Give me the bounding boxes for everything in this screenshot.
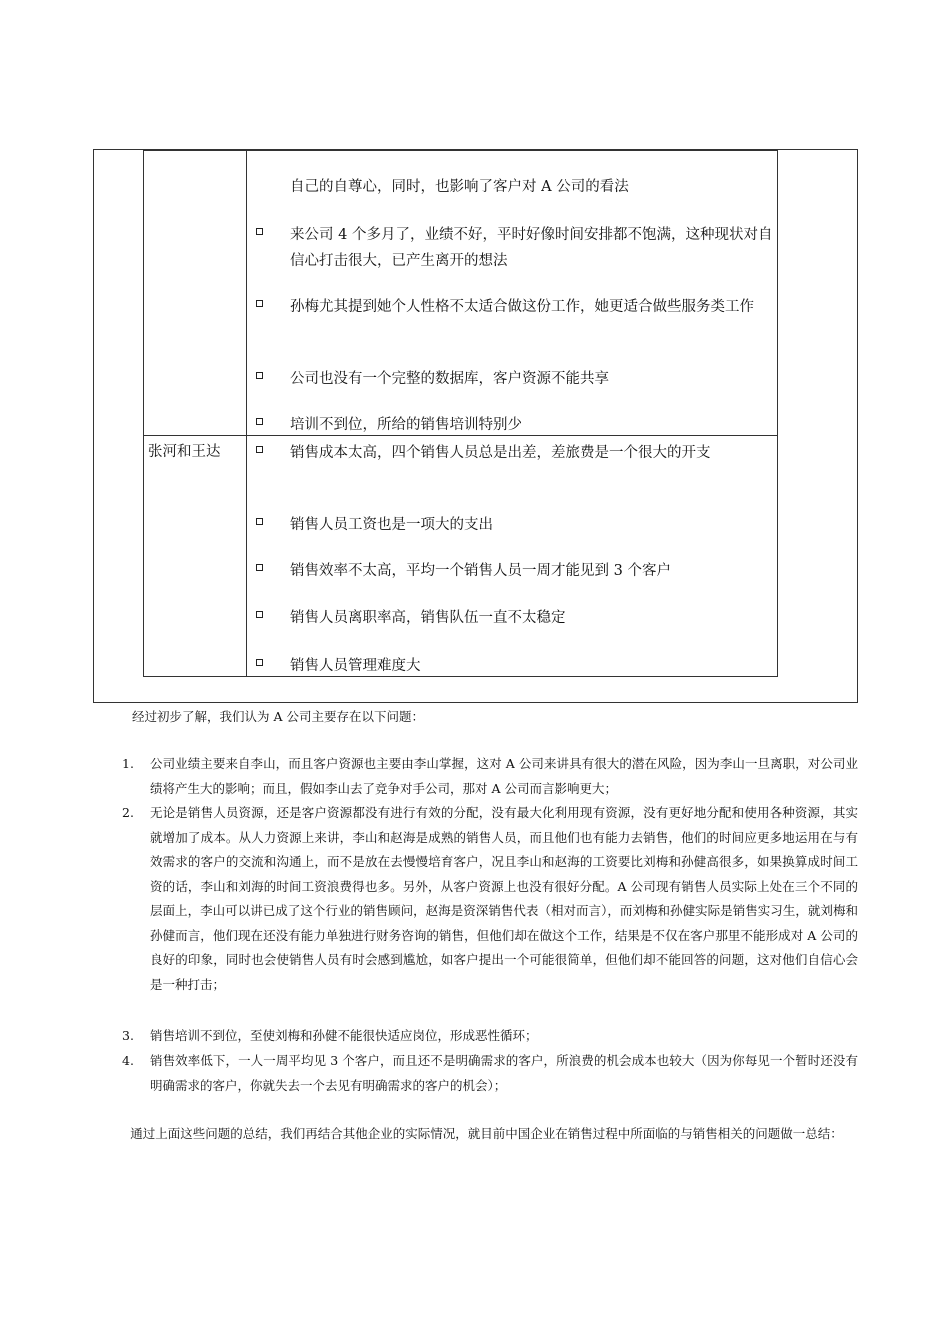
- person-name-cell: 张河和王达: [148, 444, 221, 460]
- bullet-text: 孙梅尤其提到她个人性格不太适合做这份工作，她更适合做些服务类工作: [290, 299, 754, 315]
- bullet-text: 销售效率不太高，平均一个销售人员一周才能见到 3 个客户: [290, 563, 671, 579]
- intro-paragraph: 经过初步了解，我们认为 A 公司主要存在以下问题：: [132, 709, 424, 724]
- list-text: 公司业绩主要来自李山，而且客户资源也主要由李山掌握，这对 A 公司来讲具有很大的潜在风险，因为李山一旦离职，对公司业绩将产生大的影响；而且，假如李山去了竞争对手公司，那对 A 公司而言影响更大；: [150, 756, 858, 796]
- bullet-text: 销售人员管理难度大: [290, 658, 421, 674]
- list-text: 销售效率低下，一人一周平均见 3 个客户，而且还不是明确需求的客户，所浪费的机会成本也较大（因为你每见一个暂时还没有明确需求的客户，你就失去一个去见有明确需求的客户的机会）；: [150, 1053, 858, 1093]
- checkbox-bullet-icon: [256, 518, 263, 525]
- checkbox-bullet-icon: [256, 446, 263, 453]
- checkbox-bullet-icon: [256, 372, 263, 379]
- bullet-text: 销售人员工资也是一项大的支出: [290, 517, 493, 533]
- list-number: 3.: [122, 1028, 134, 1043]
- list-text: 销售培训不到位，至使刘梅和孙健不能很快适应岗位，形成恶性循环；: [150, 1028, 538, 1043]
- checkbox-bullet-icon: [256, 418, 263, 425]
- closing-paragraph: 通过上面这些问题的总结，我们再结合其他企业的实际情况，就目前中国企业在销售过程中所面临的与销售相关的问题做一总结：: [130, 1126, 843, 1141]
- checkbox-bullet-icon: [256, 228, 263, 235]
- list-text: 无论是销售人员资源，还是客户资源都没有进行有效的分配，没有最大化利用现有资源，没有更好地分配和使用各种资源，其实就增加了成本。从人力资源上来讲，李山和赵海是成熟的销售人员，而且他们也有能力去销售，他们的时间应更多地运用在与有效需求的客户的交流和沟通上，而不是放在去慢慢培育客户，况且李山和赵海的工资要比刘梅和孙健高很多，如果换算成时间工资的话，李山和刘海的时间工资浪费得也多。另外，从客户资源上也没有很好分配。A 公司现有销售人员实际上处在三个不同的层面上，李山可以讲已成了这个行业的销售顾问，赵海是资深销售代表（相对而言），而刘梅和孙健实际是销售实习生，就刘梅和孙健而言，他们现在还没有能力单独进行财务咨询的销售，但他们却在做这个工作，结果是不仅在客户那里不能形成对 A 公司的良好的印象，同时也会使销售人员有时会感到尴尬，如客户提出一个可能很简单，但他们却不能回答的问题，这对他们自信心会是一种打击；: [150, 805, 858, 992]
- list-number: 2.: [122, 805, 134, 820]
- table-column-divider: [246, 150, 247, 677]
- checkbox-bullet-icon: [256, 659, 263, 666]
- bullet-text: 来公司 4 个多月了，业绩不好，平时好像时间安排都不饱满，这种现状对自信心打击很大，已产生离开的想法: [290, 227, 773, 269]
- checkbox-bullet-icon: [256, 300, 263, 307]
- list-number: 1.: [122, 756, 134, 771]
- bullet-text: 公司也没有一个完整的数据库，客户资源不能共享: [290, 371, 609, 387]
- bullet-text: 销售成本太高，四个销售人员总是出差，差旅费是一个很大的开支: [290, 445, 711, 461]
- checkbox-bullet-icon: [256, 564, 263, 571]
- checkbox-bullet-icon: [256, 611, 263, 618]
- table-continuation-text: 自己的自尊心，同时，也影响了客户对 A 公司的看法: [290, 179, 629, 195]
- bullet-text: 培训不到位，所给的销售培训特别少: [290, 417, 522, 433]
- bullet-text: 销售人员离职率高，销售队伍一直不太稳定: [290, 610, 566, 626]
- list-number: 4.: [122, 1053, 134, 1068]
